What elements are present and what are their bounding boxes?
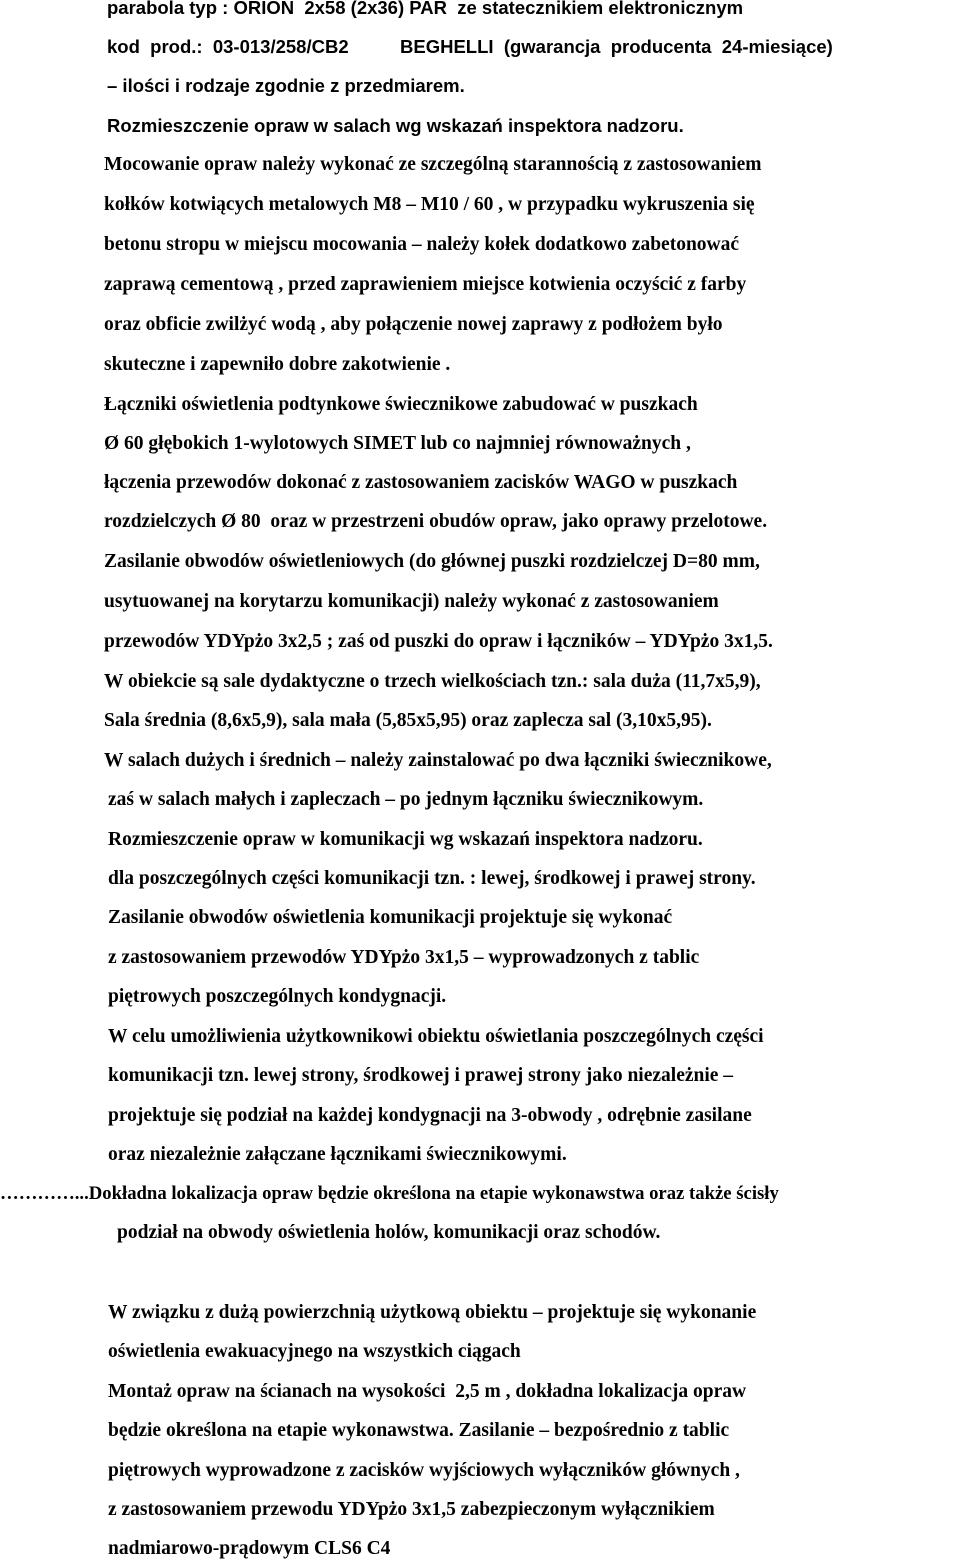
- text-line-34: oświetlenia ewakuacyjnego na wszystkich ciągach: [108, 1341, 521, 1362]
- text-line-11: Łączniki oświetlenia podtynkowe świecznikowe zabudować w puszkach: [104, 394, 698, 415]
- text-line-10: skuteczne i zapewniło dobre zakotwienie .: [104, 354, 451, 375]
- text-line-18: W obiekcie są sale dydaktyczne o trzech wielkościach tzn.: sala duża (11,7x5,9),: [104, 671, 761, 692]
- text-line-4: Rozmieszczenie opraw w salach wg wskazań inspektora nadzoru.: [107, 115, 684, 136]
- text-line-2: kod prod.: 03-013/258/CB2 BEGHELLI (gwarancja producenta 24-miesiące): [107, 36, 833, 57]
- text-line-3: – ilości i rodzaje zgodnie z przedmiarem.: [107, 75, 465, 96]
- text-line-9: oraz obficie zwilżyć wodą , aby połączenie nowej zaprawy z podłożem było: [104, 314, 723, 335]
- text-line-26: piętrowych poszczególnych kondygnacji.: [108, 986, 447, 1007]
- text-line-32: podział na obwody oświetlenia holów, komunikacji oraz schodów.: [117, 1222, 661, 1243]
- text-line-23: dla poszczególnych części komunikacji tzn. : lewej, środkowej i prawej strony.: [108, 868, 756, 889]
- text-line-33: W związku z dużą powierzchnią użytkową obiektu – projektuje się wykonanie: [108, 1302, 757, 1323]
- text-line-37: piętrowych wyprowadzone z zacisków wyjściowych wyłączników głównych ,: [108, 1460, 740, 1481]
- text-line-25: z zastosowaniem przewodów YDYpżo 3x1,5 – wyprowadzonych z tablic: [108, 947, 700, 968]
- text-line-31: …………...Dokładna lokalizacja opraw będzie określona na etapie wykonawstwa oraz także ścisły: [0, 1183, 779, 1204]
- text-line-17: przewodów YDYpżo 3x2,5 ; zaś od puszki do opraw i łączników – YDYpżo 3x1,5.: [104, 631, 773, 652]
- text-line-12: Ø 60 głębokich 1-wylotowych SIMET lub co najmniej równoważnych ,: [104, 433, 691, 454]
- text-line-28: komunikacji tzn. lewej strony, środkowej i prawej strony jako niezależnie –: [108, 1065, 734, 1086]
- text-line-13: łączenia przewodów dokonać z zastosowaniem zacisków WAGO w puszkach: [104, 472, 738, 493]
- text-line-8: zaprawą cementową , przed zaprawieniem miejsce kotwienia oczyścić z farby: [104, 274, 747, 295]
- text-line-21: zaś w salach małych i zapleczach – po jednym łączniku świecznikowym.: [108, 789, 704, 810]
- text-line-27: W celu umożliwienia użytkownikowi obiektu oświetlania poszczególnych części: [108, 1026, 764, 1047]
- text-line-15: Zasilanie obwodów oświetleniowych (do głównej puszki rozdzielczej D=80 mm,: [104, 551, 760, 572]
- text-line-6: kołków kotwiących metalowych M8 – M10 / 60 , w przypadku wykruszenia się: [104, 194, 755, 215]
- text-line-30: oraz niezależnie załączane łącznikami świecznikowymi.: [108, 1144, 567, 1165]
- text-line-39: nadmiarowo-prądowym CLS6 C4: [108, 1538, 391, 1559]
- text-line-24: Zasilanie obwodów oświetlenia komunikacji projektuje się wykonać: [108, 907, 673, 928]
- text-line-20: W salach dużych i średnich – należy zainstalować po dwa łączniki świecznikowe,: [104, 750, 772, 771]
- text-line-14: rozdzielczych Ø 80 oraz w przestrzeni obudów opraw, jako oprawy przelotowe.: [104, 511, 768, 532]
- text-line-29: projektuje się podział na każdej kondygnacji na 3-obwody , odrębnie zasilane: [108, 1105, 752, 1126]
- text-line-35: Montaż opraw na ścianach na wysokości 2,5 m , dokładna lokalizacja opraw: [108, 1381, 747, 1402]
- text-line-16: usytuowanej na korytarzu komunikacji) należy wykonać z zastosowaniem: [104, 591, 719, 612]
- text-line-1: parabola typ : ORION 2x58 (2x36) PAR ze statecznikiem elektronicznym: [107, 0, 744, 18]
- text-line-7: betonu stropu w miejscu mocowania – należy kołek dodatkowo zabetonować: [104, 234, 740, 255]
- text-line-38: z zastosowaniem przewodu YDYpżo 3x1,5 zabezpieczonym wyłącznikiem: [108, 1499, 715, 1520]
- text-line-19: Sala średnia (8,6x5,9), sala mała (5,85x5,95) oraz zaplecza sal (3,10x5,95).: [104, 710, 712, 731]
- text-line-5: Mocowanie opraw należy wykonać ze szczególną starannością z zastosowaniem: [104, 154, 762, 175]
- text-line-36: będzie określona na etapie wykonawstwa. Zasilanie – bezpośrednio z tablic: [108, 1420, 730, 1441]
- text-line-22: Rozmieszczenie opraw w komunikacji wg wskazań inspektora nadzoru.: [108, 829, 703, 850]
